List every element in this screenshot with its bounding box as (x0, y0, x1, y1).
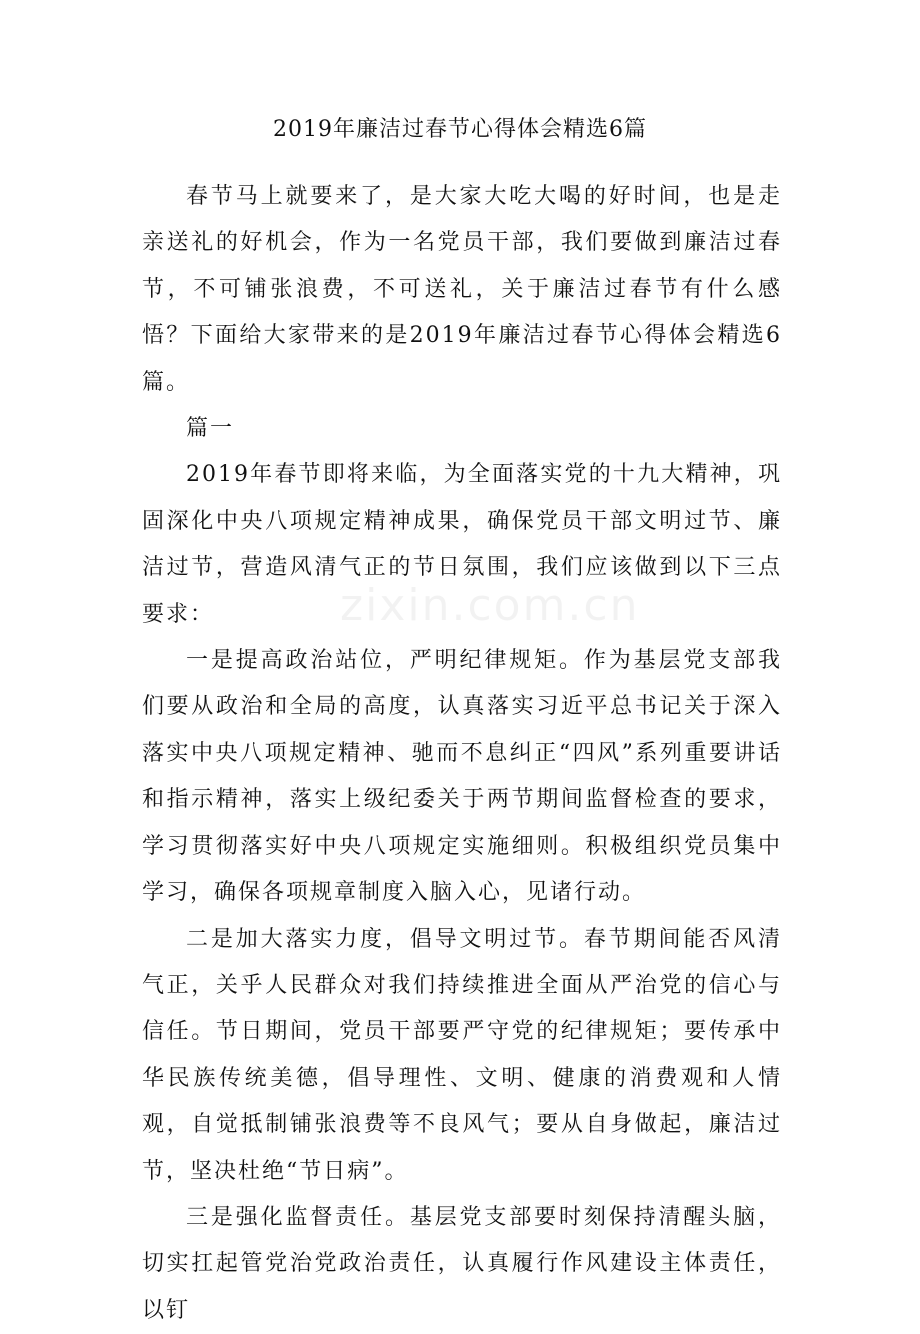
watermark-text: zixin.com.cn (340, 580, 640, 631)
paragraph-section-heading: 篇一 (186, 416, 235, 442)
document-title: 2019年廉洁过春节心得体会精选6篇 (273, 117, 647, 142)
paragraph-point-three: 三是强化监督责任。基层党支部要时刻保持清醒头脑，切实扛起管党治党政治责任，认真履行作风建设主体责任，以钉 (142, 1204, 782, 1323)
paragraph-intro: 春节马上就要来了，是大家大吃大喝的好时间，也是走亲送礼的好机会，作为一名党员干部，我们要做到廉洁过春节，不可铺张浪费，不可送礼，关于廉洁过春节有什么感悟？下面给大家带来的是2019年廉洁过春节心得体会精选6篇。 (142, 184, 782, 395)
paragraph-point-one: 一是提高政治站位，严明纪律规矩。作为基层党支部我们要从政治和全局的高度，认真落实习近平总书记关于深入落实中央八项规定精神、驰而不息纠正“四风”系列重要讲话和指示精神，落实上级纪委关于两节期间监督检查的要求，学习贯彻落实好中央八项规定实施细则。积极组织党员集中学习，确保各项规章制度入脑入心，见诸行动。 (142, 648, 782, 906)
paragraph-context: 2019年春节即将来临，为全面落实党的十九大精神，巩固深化中央八项规定精神成果，确保党员干部文明过节、廉洁过节，营造风清气正的节日氛围，我们应该做到以下三点要求： (142, 462, 782, 627)
paragraph-point-two: 二是加大落实力度，倡导文明过节。春节期间能否风清气正，关乎人民群众对我们持续推进全面从严治党的信心与信任。节日期间，党员干部要严守党的纪律规矩；要传承中华民族传统美德，倡导理性、文明、健康的消费观和人情观，自觉抵制铺张浪费等不良风气；要从自身做起，廉洁过节，坚决杜绝“节日病”。 (142, 926, 782, 1184)
document-body (142, 174, 782, 1334)
